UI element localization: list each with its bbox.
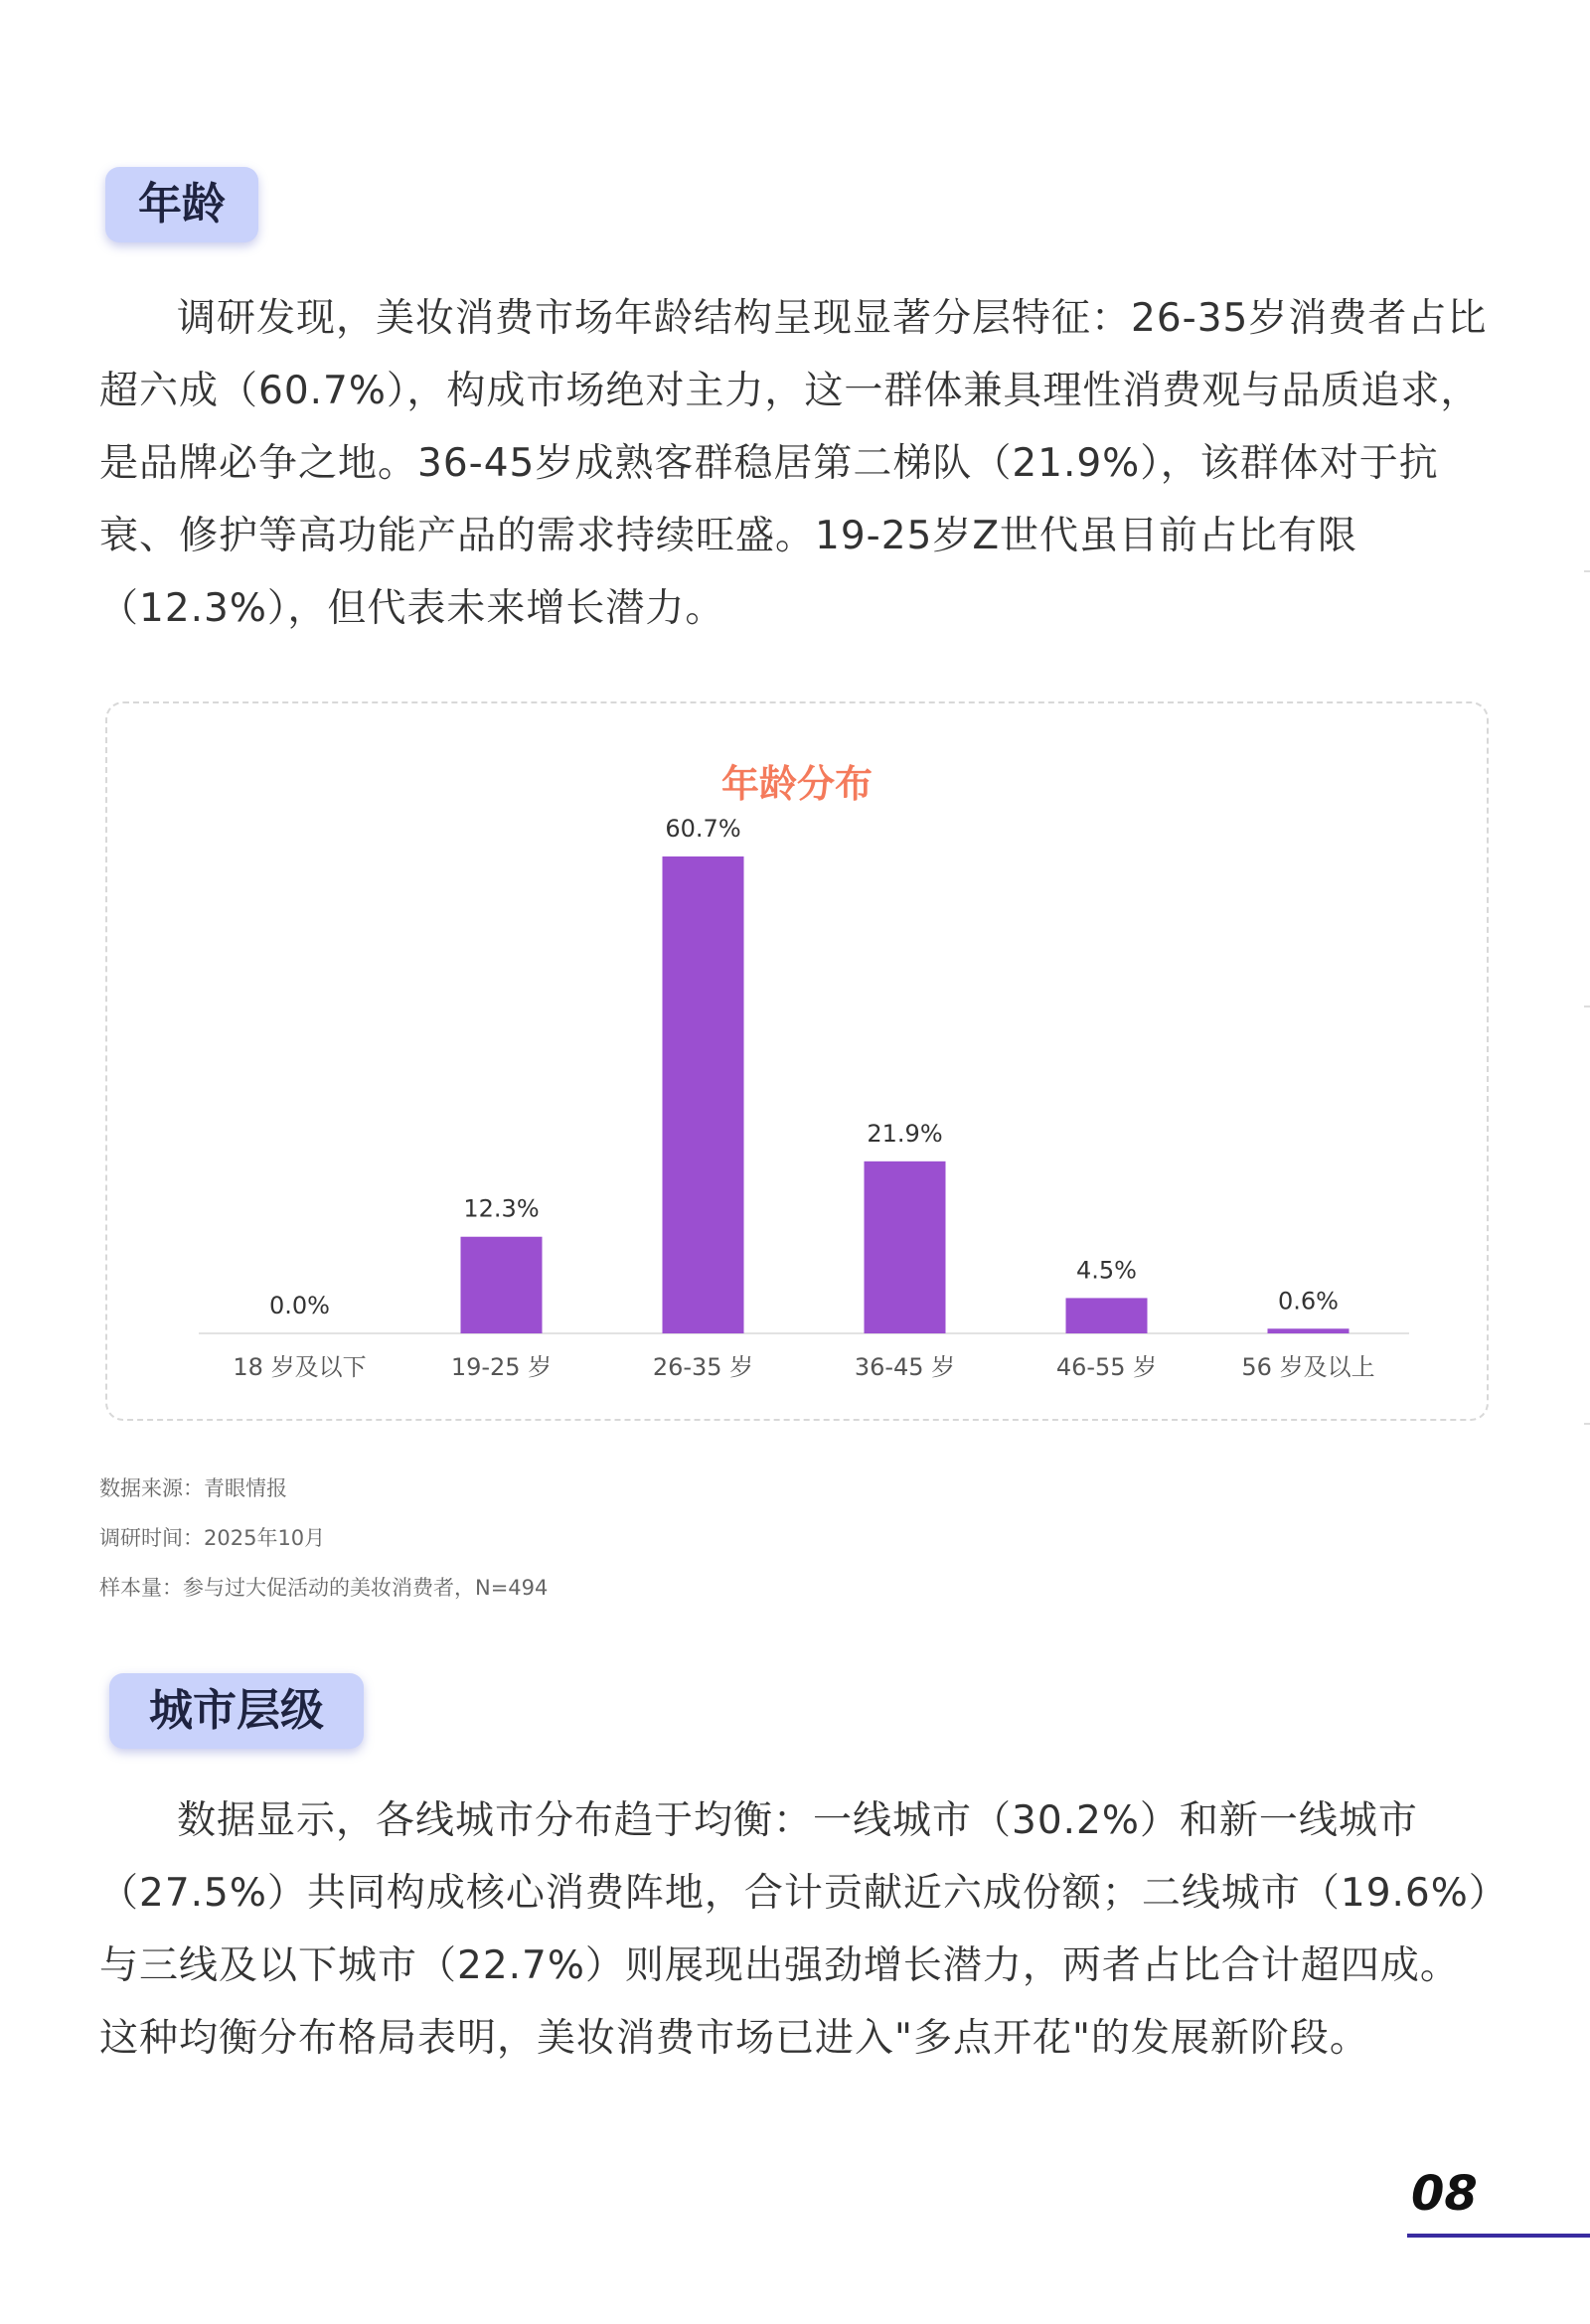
page-number: 08 (1411, 2166, 1478, 2222)
category-label-4: 46-55 岁 (1055, 1353, 1158, 1381)
edge-mark (1584, 1006, 1590, 1007)
value-label-0: 0.0% (269, 1292, 330, 1319)
age-chart (105, 701, 1489, 1421)
value-label-1: 12.3% (463, 1194, 540, 1223)
section-tag-city: 城市层级 (109, 1673, 364, 1749)
bar-5 (1268, 1328, 1350, 1333)
chart-svg (107, 703, 1487, 1419)
section-tag-age: 年龄 (105, 167, 258, 242)
age-paragraph: 调研发现，美妆消费市场年龄结构呈现显著分层特征：26-35岁消费者占比超六成（60.7%），构成市场绝对主力，这一群体兼具理性消费观与品质追求，是品牌必争之地。36-45岁成熟客群稳居第二梯队（21.9%），该群体对于抗衰、修护等高功能产品的需求持续旺盛。19-25岁Z世代虽目前占比有限（12.3%），但代表未来增长潜力。 (99, 296, 1488, 631)
value-label-4: 4.5% (1076, 1256, 1137, 1285)
value-label-2: 60.7% (665, 815, 741, 844)
bar-4 (1066, 1298, 1148, 1333)
edge-mark (1584, 570, 1590, 572)
category-label-0: 18 岁及以下 (233, 1353, 367, 1381)
category-label-3: 36-45 岁 (854, 1353, 956, 1381)
category-label-2: 26-35 岁 (652, 1353, 754, 1381)
data-source: 数据来源：青眼情报 (99, 1476, 287, 1500)
edge-mark (1584, 1423, 1590, 1425)
value-label-5: 0.6% (1278, 1287, 1339, 1316)
city-paragraph: 数据显示，各线城市分布趋于均衡：一线城市（30.2%）和新一线城市（27.5%）共同构成核心消费阵地，合计贡献近六成份额；二线城市（19.6%）与三线及以下城市（22.7%）则展现出强劲增长潜力，两者占比合计超四成。这种均衡分布格局表明，美妆消费市场已进入"多点开花"的发展新阶段。 (99, 1798, 1490, 2061)
category-label-1: 19-25 岁 (450, 1353, 553, 1381)
survey-time: 调研时间：2025年10月 (99, 1526, 326, 1550)
page-number-underline (1407, 2234, 1590, 2238)
chart-title: 年龄分布 (720, 762, 873, 806)
category-label-5: 56 岁及以上 (1241, 1353, 1375, 1381)
value-label-3: 21.9% (867, 1119, 943, 1148)
sample-size: 样本量：参与过大促活动的美妆消费者，N=494 (99, 1576, 549, 1600)
bar-1 (461, 1237, 543, 1333)
bar-3 (865, 1162, 946, 1333)
bar-2 (663, 856, 744, 1333)
